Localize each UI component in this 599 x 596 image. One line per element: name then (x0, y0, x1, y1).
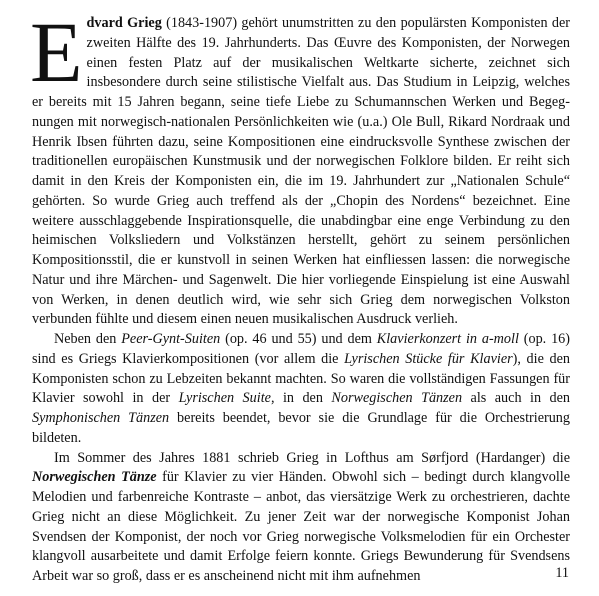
text-span: Neben den (54, 331, 122, 347)
text-span: ), die den Komponisten schon zu Lebzeiten bekannt machten. So waren die vollständigen Fassungen für Klavier sowohl in der (32, 350, 570, 407)
composer-name: dvard Grieg (86, 15, 162, 31)
work-title-norwegische-taenze: Norwegischen Tänzen (331, 390, 463, 407)
paragraph-3 (32, 449, 570, 587)
work-title-norwegische-taenze-bold: Norwegischen Tänze (32, 469, 157, 486)
text-span: , in den (270, 390, 332, 407)
work-title-peer-gynt: Peer-Gynt-Suiten (121, 331, 221, 347)
body-text (30, 4, 571, 587)
work-title-lyrische-suite: Lyrischen Suite (178, 390, 271, 407)
drop-cap: E (30, 4, 83, 100)
page-number: 11 (555, 565, 569, 581)
work-title-klavierkonzert: Klavierkonzert in a-moll (376, 331, 519, 347)
text-span: als auch in den (462, 390, 570, 407)
text-span: (op. 16) sind es Griegs Klavierkompositionen (vor allem die (32, 331, 570, 367)
paragraph-2 (32, 330, 570, 449)
work-title-lyrische-stuecke: Lyrischen Stücke für Klavier (344, 350, 513, 367)
text-span: bereits beendet, bevor sie die Grundlage für die Orchestrierung bildeten. (32, 410, 570, 446)
text-span: für Klavier zu vier Händen. Obwohl sich – bedingt durch klangvolle Melodien und farbenreiche Kontraste – anbot, das viersätzige Werk zu orchestrieren, dachte Grieg nicht an diese Möglichkeit. Zu jener Zeit war der norwegische Komponist Johan Svendsen der Komponist, der noch vor Grieg norwegische Volksmelodien für ein Orchester klangvoll ausarbeitete und damit Erfolge feiern konnte. Griegs Bewunderung für Svendsens Arbeit war so groß, dass er es anscheinend nicht mit ihm aufnehmen (32, 469, 571, 584)
paragraph-1-text: (1843-1907) gehört unumstritten zu den populärsten Komponisten der zweiten Hälfte des 19. Jahrhunderts. Das Œuvre des Komponisten, der Norwegen einen festen Platz auf der musikalischen Weltkarte sicherte, zeichnet sich insbesondere durch seine stilistische Vielfalt aus. Das Studium in Leipzig, welches er bereits mit 15 Jahren begann, seine tiefe Liebe zu Schumannschen Werken und Begegnungen mit norwegisch-nationalen Persönlichkeiten wie (u.a.) Ole Bull, Rikard Nordraak und Henrik Ibsen führten dazu, seine Kompositionen eine eindrucksvolle Synthese zwischen der traditionellen europäischen Kunstmusik und der norwegischen Folklore bilden. Er reiht sich damit in den Kreis der Komponisten ein, die im 19. Jahrhundert zur „Nationalen Schule“ gehörten. So wurde Grieg auch treffend als der „Chopin des Nordens“ bezeichnet. Eine weitere ausschlaggebende Inspirationsquelle, die unabdingbar eine enge Verbindung zu den heimischen Volksliedern und Volkstänzen herstellt, gehört zu seinem persönlichen Kompositionsstil, die er kunstvoll in seinen Werken hat einfliessen lassen: die norwegische Natur und ihre Märchen- und Sagenwelt. Die hier vorliegende Einspielung ist eine Auswahl von Werken, in denen deutlich wird, wie sehr sich Grieg dem norwegischen Volkston verbunden fühlte und diesem einen neuen musikalischen Ausdruck verlieh. (32, 15, 570, 328)
paragraph-1 (30, 4, 570, 330)
text-span: Im Sommer des Jahres 1881 schrieb Grieg in Lofthus am Sørfjord (Hardanger) die (54, 449, 570, 466)
work-title-symphonische-taenze: Symphonischen Tänzen (32, 410, 170, 426)
text-span: (op. 46 und 55) und dem (220, 331, 377, 347)
